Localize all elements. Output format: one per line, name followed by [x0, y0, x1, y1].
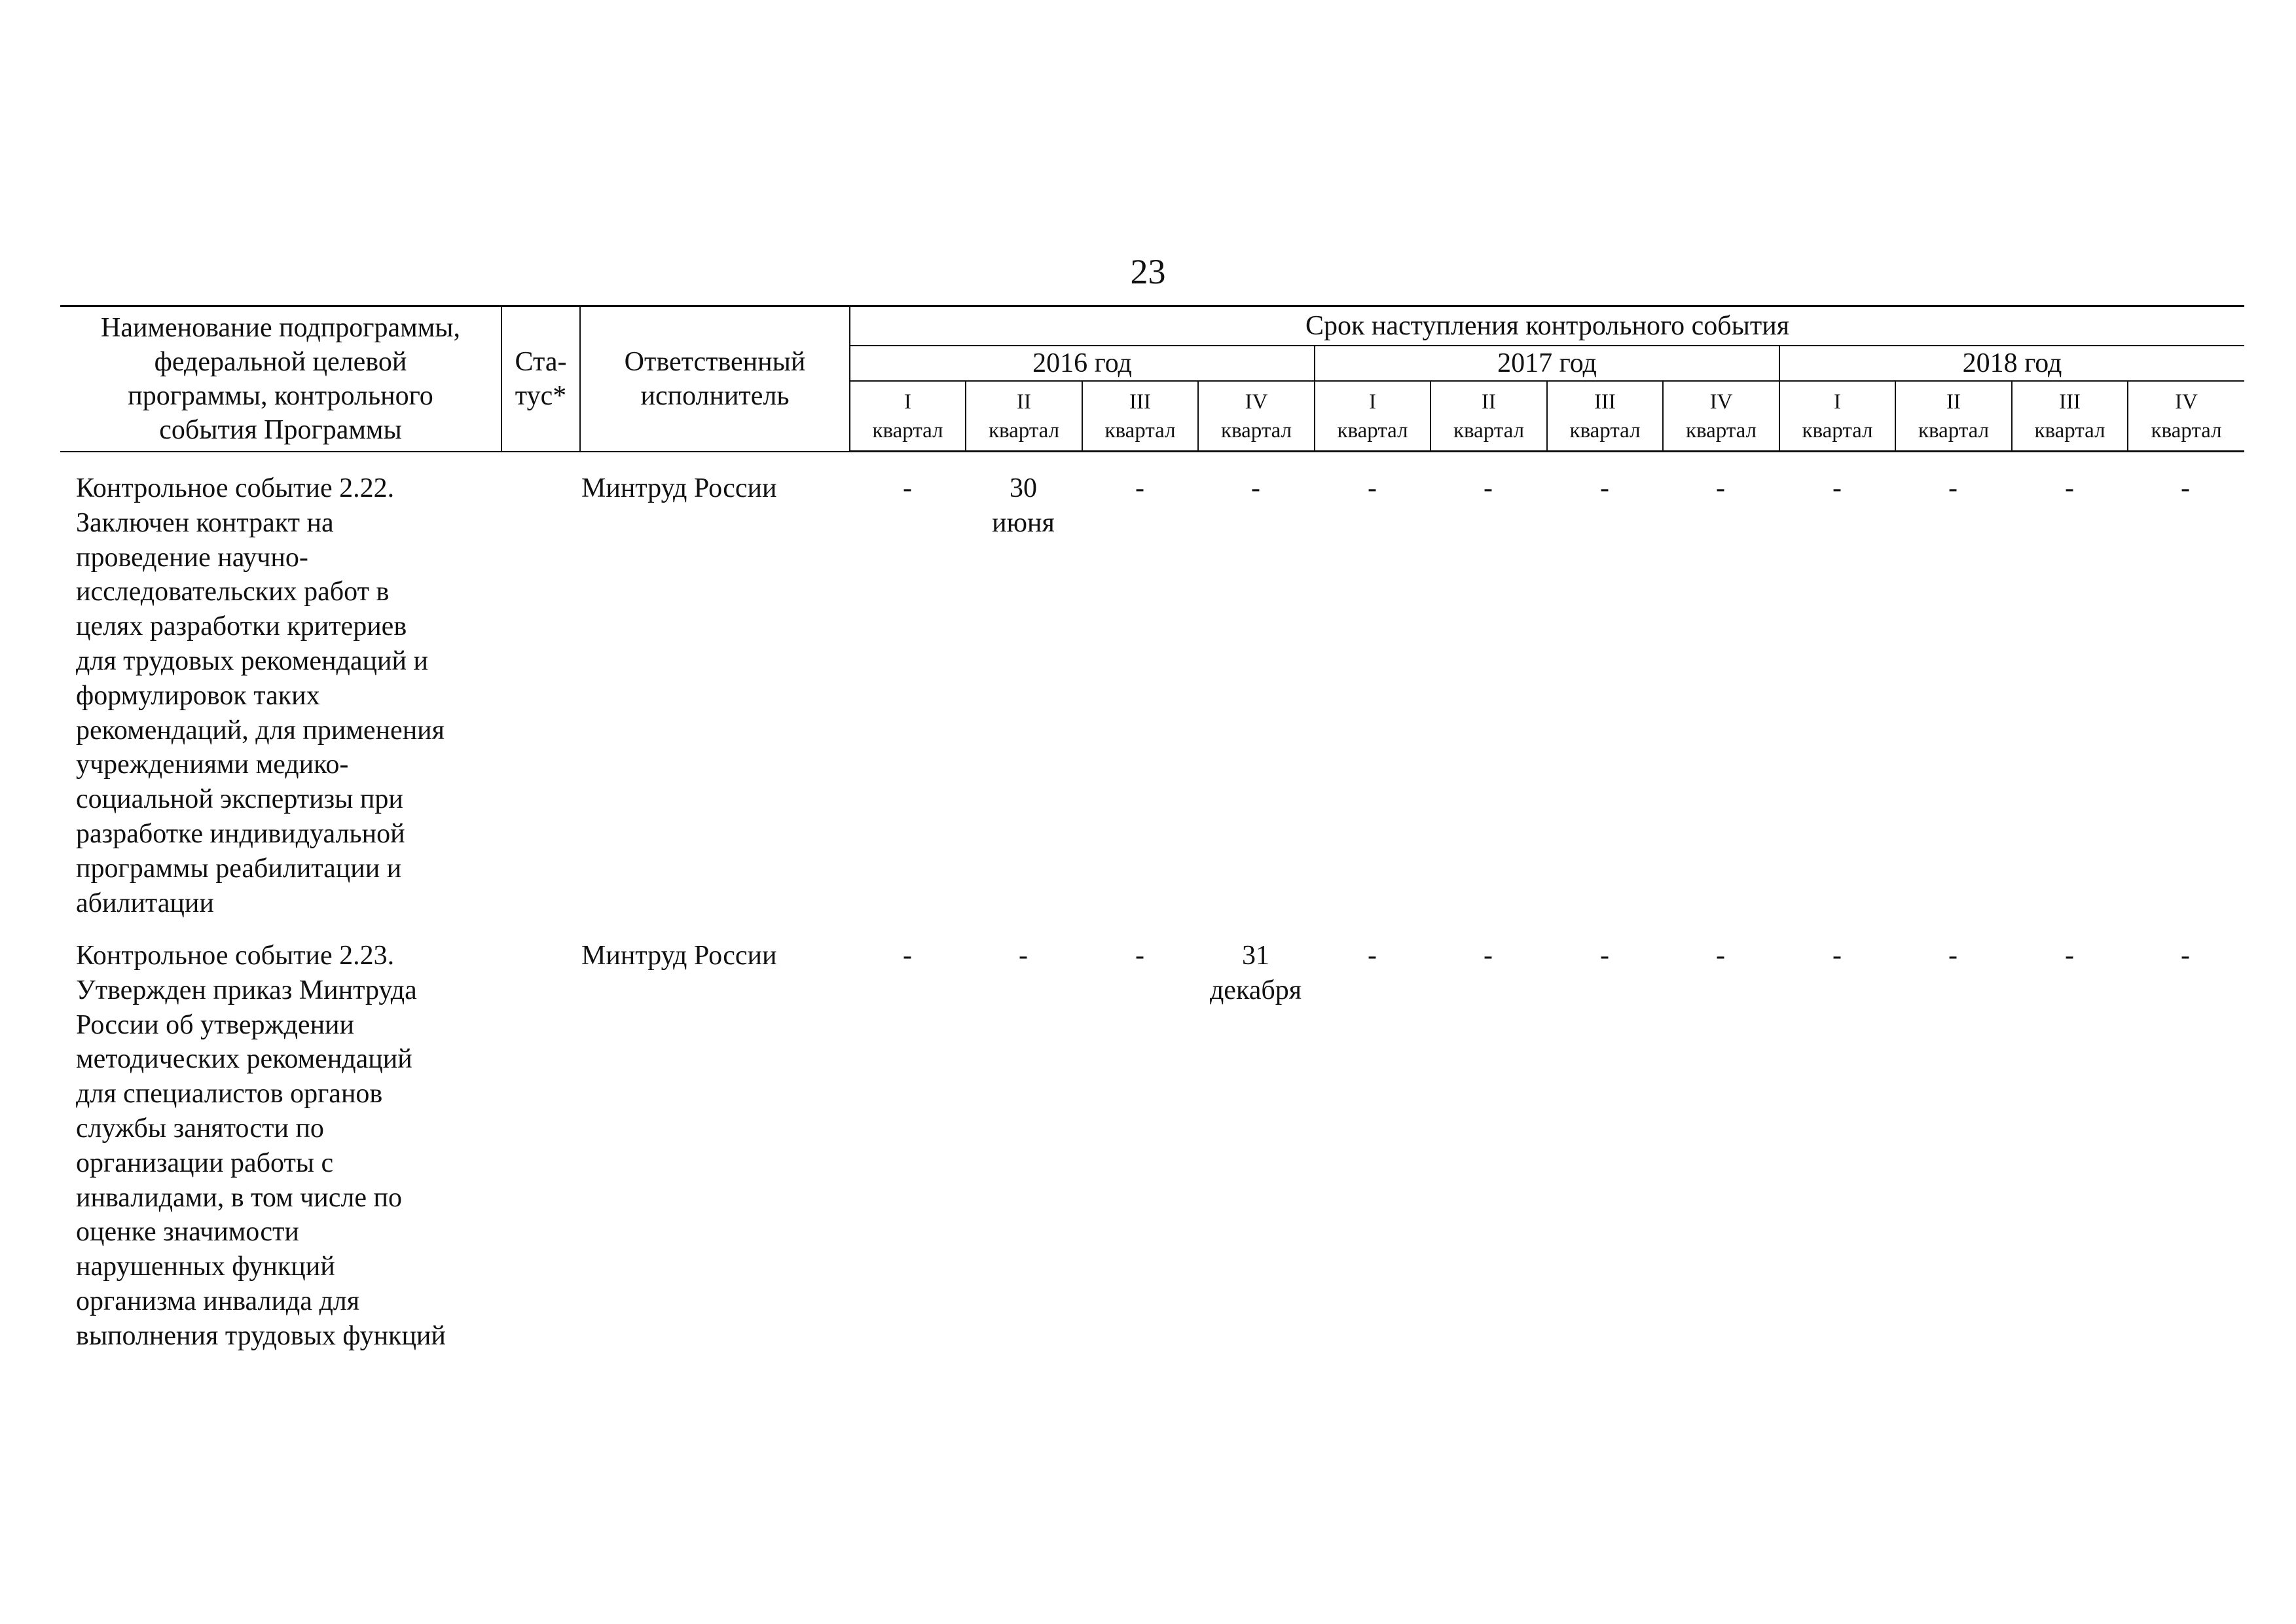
quarter-value: -	[1832, 473, 1842, 503]
header-name-column	[60, 306, 501, 452]
quarter-value: -	[1600, 473, 1609, 503]
event-name-line: организации работы с	[76, 1147, 334, 1178]
quarter-value: -	[1948, 473, 1958, 503]
quarter-word: квартал	[1685, 418, 1757, 442]
quarter-cell	[1430, 939, 1546, 973]
header-name-line: программы, контрольного	[128, 380, 433, 411]
quarter-cell	[1082, 939, 1197, 973]
header-status-line: Ста-	[515, 346, 567, 377]
quarter-cell	[1895, 471, 2011, 506]
header-quarter	[850, 381, 966, 452]
quarter-cell	[1779, 939, 1895, 973]
table-row	[60, 471, 2244, 939]
header-quarter	[1663, 381, 1779, 452]
quarter-value: -	[1251, 473, 1260, 503]
quarter-cell	[850, 939, 965, 973]
header-name-line: федеральной целевой	[154, 346, 407, 377]
event-name-line: России об утверждении	[76, 1009, 355, 1040]
quarter-value: -	[1948, 941, 1958, 971]
header-quarter	[1895, 381, 2012, 452]
event-name-line: организма инвалида для	[76, 1286, 360, 1316]
quarter-word: квартал	[872, 418, 943, 442]
quarter-value: -	[1716, 473, 1725, 503]
quarter-value: -	[1600, 941, 1609, 971]
quarter-cell	[2012, 939, 2127, 973]
quarter-cell	[850, 471, 965, 506]
quarter-cell	[1547, 471, 1662, 506]
quarter-cell	[1198, 471, 1313, 506]
event-name-line: для специалистов органов	[76, 1079, 383, 1110]
quarter-word: квартал	[988, 418, 1060, 442]
quarter-value: -	[1484, 473, 1493, 503]
event-name-line: рекомендаций, для применения	[76, 715, 445, 746]
event-name-line: социальной экспертизы при	[76, 784, 403, 815]
header-quarter	[2128, 381, 2244, 452]
header-name-line: Наименование подпрограммы,	[100, 312, 460, 343]
event-name-line: методических рекомендаций	[76, 1044, 412, 1075]
event-name	[76, 471, 547, 920]
header-name-line: события Программы	[159, 414, 402, 445]
header-year: 2016 год	[850, 346, 1315, 381]
header-quarter	[1082, 381, 1198, 452]
quarter-cell	[1895, 939, 2011, 973]
quarter-word: квартал	[1104, 418, 1176, 442]
quarter-word: квартал	[1569, 418, 1641, 442]
quarter-value: -	[1484, 941, 1493, 971]
quarter-value: -	[1135, 941, 1144, 971]
quarter-value: декабря	[1209, 975, 1302, 1005]
header-year: 2017 год	[1315, 346, 1779, 381]
event-name-line: проведение научно-	[76, 542, 308, 573]
event-name-line: исследовательских работ в	[76, 577, 390, 607]
quarter-numeral: II	[1017, 389, 1031, 414]
event-name-line: Контрольное событие 2.23.	[76, 941, 395, 971]
event-name-line: Контрольное событие 2.22.	[76, 473, 395, 503]
quarter-word: квартал	[1453, 418, 1525, 442]
quarter-cell	[2128, 939, 2243, 973]
quarter-value: -	[2065, 941, 2074, 971]
quarter-numeral: III	[1594, 389, 1616, 414]
event-name-line: целях разработки критериев	[76, 611, 407, 642]
table-row	[60, 939, 2244, 1371]
quarter-numeral: II	[1482, 389, 1496, 414]
header-quarter	[1198, 381, 1315, 452]
event-name-line: программы реабилитации и	[76, 853, 402, 884]
header-quarter	[1430, 381, 1547, 452]
quarter-value: -	[2065, 473, 2074, 503]
quarter-word: квартал	[1802, 418, 1873, 442]
quarter-value: 31	[1242, 941, 1269, 971]
header-status-line: тус*	[515, 380, 567, 411]
quarter-cell	[1663, 471, 1778, 506]
quarter-cell	[1663, 939, 1778, 973]
quarter-cell	[966, 939, 1081, 973]
quarter-value: июня	[992, 507, 1055, 538]
page-number: 23	[1130, 252, 1166, 291]
quarter-word: квартал	[1918, 418, 1990, 442]
event-name-line: учреждениями медико-	[76, 749, 349, 780]
quarter-value: -	[1135, 473, 1144, 503]
header-quarter	[1315, 381, 1430, 452]
event-name-line: формулировок таких	[76, 680, 320, 711]
quarter-numeral: III	[1129, 389, 1151, 414]
quarter-word: квартал	[2151, 418, 2222, 442]
header-year: 2018 год	[1779, 346, 2244, 381]
event-name-line: Утвержден приказ Минтруда	[76, 975, 417, 1005]
quarter-value: -	[2181, 941, 2190, 971]
event-executor: Минтруд России	[581, 941, 777, 971]
header-executor-line: Ответственный	[624, 346, 806, 377]
quarter-cell	[2128, 471, 2243, 506]
quarter-word: квартал	[1337, 418, 1408, 442]
quarter-numeral: IV	[2175, 389, 2198, 414]
header-executor-column	[580, 306, 850, 452]
events-table-body	[60, 471, 2244, 1371]
header-quarter	[1547, 381, 1663, 452]
header-deadline-title: Срок наступления контрольного события	[850, 306, 2244, 346]
quarter-word: квартал	[2034, 418, 2105, 442]
event-name-line: инвалидами, в том числе по	[76, 1182, 402, 1213]
quarter-value: -	[903, 473, 912, 503]
event-name-line: выполнения трудовых функций	[76, 1320, 446, 1351]
event-name-line: для трудовых рекомендаций и	[76, 645, 428, 676]
event-name-line: нарушенных функций	[76, 1252, 335, 1282]
event-name-line: Заключен контракт на	[76, 507, 334, 538]
table-header	[60, 305, 2244, 452]
quarter-value: -	[1019, 941, 1028, 971]
header-quarter	[1779, 381, 1895, 452]
quarter-value: -	[903, 941, 912, 971]
header-status-column	[501, 306, 580, 452]
quarter-cell	[966, 471, 1081, 541]
quarter-value: -	[1716, 941, 1725, 971]
quarter-word: квартал	[1220, 418, 1292, 442]
quarter-cell	[1198, 939, 1313, 1008]
quarter-value: -	[2181, 473, 2190, 503]
quarter-cell	[1430, 471, 1546, 506]
quarter-numeral: I	[1834, 389, 1841, 414]
quarter-value: 30	[1010, 473, 1037, 503]
quarter-cell	[1082, 471, 1197, 506]
quarter-numeral: I	[904, 389, 911, 414]
quarter-numeral: II	[1946, 389, 1961, 414]
header-quarter	[2012, 381, 2128, 452]
quarter-cell	[1779, 471, 1895, 506]
event-name-line: оценке значимости	[76, 1217, 299, 1248]
event-name	[76, 939, 547, 1354]
quarter-cell	[1315, 471, 1430, 506]
quarter-numeral: IV	[1245, 389, 1268, 414]
event-executor: Минтруд России	[581, 473, 777, 503]
header-quarter	[966, 381, 1082, 452]
quarter-cell	[2012, 471, 2127, 506]
quarter-cell	[1315, 939, 1430, 973]
event-name-line: разработке индивидуальной	[76, 818, 405, 849]
quarter-value: -	[1832, 941, 1842, 971]
quarter-value: -	[1368, 941, 1377, 971]
quarter-value: -	[1368, 473, 1377, 503]
quarter-numeral: I	[1369, 389, 1376, 414]
quarter-numeral: III	[2059, 389, 2081, 414]
event-name-line: абилитации	[76, 888, 214, 918]
event-name-line: службы занятости по	[76, 1113, 324, 1144]
quarter-cell	[1547, 939, 1662, 973]
quarter-numeral: IV	[1709, 389, 1733, 414]
header-executor-line: исполнитель	[640, 380, 790, 411]
